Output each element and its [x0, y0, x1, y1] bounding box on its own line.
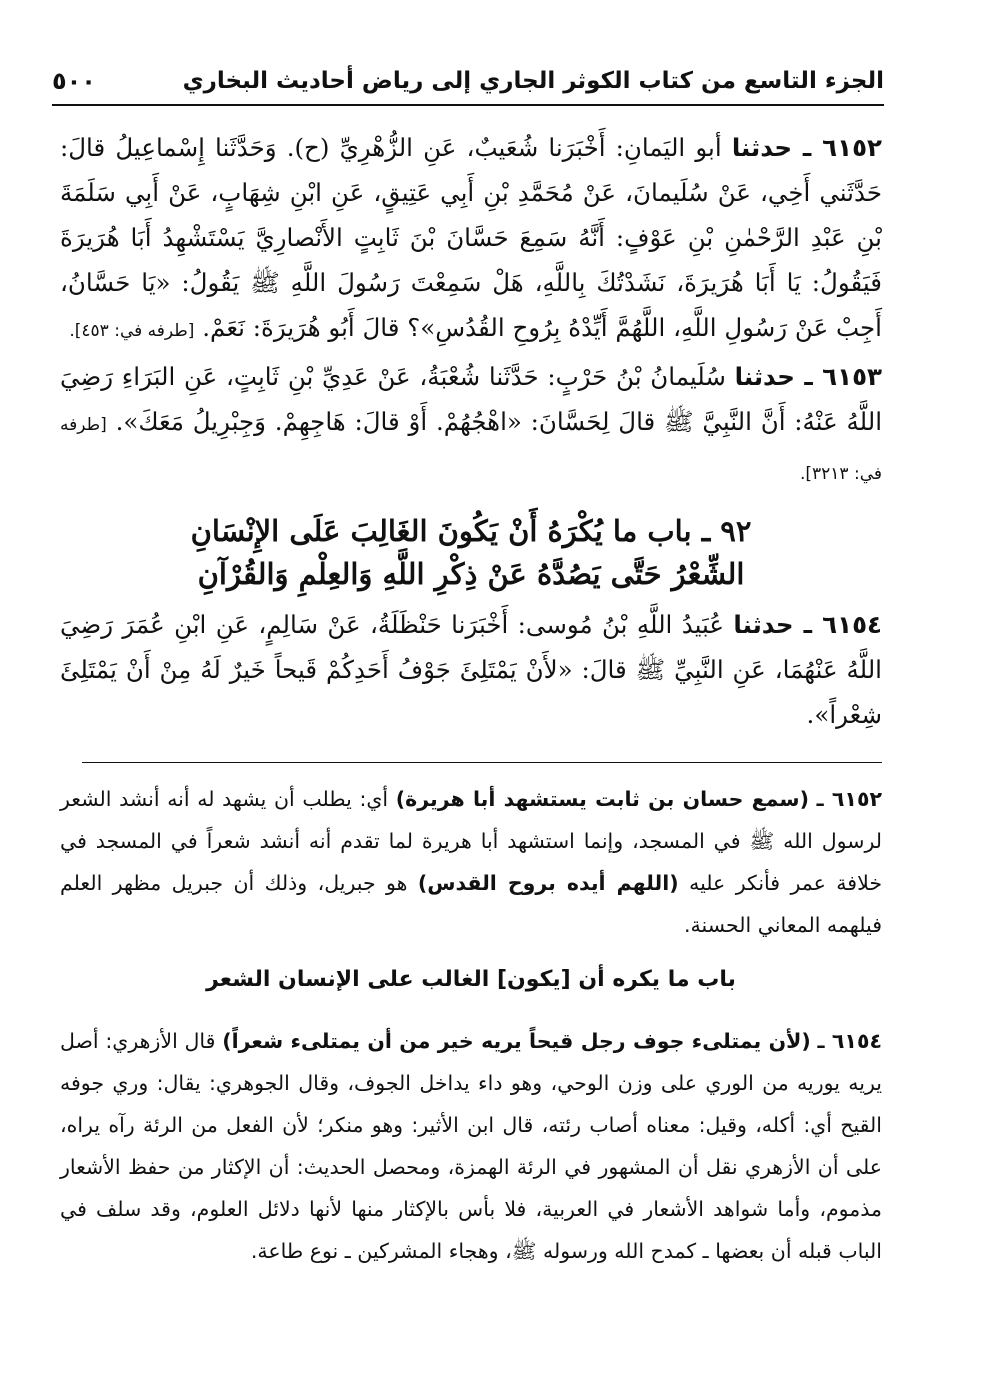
commentary-number: ٦١٥٢ ـ [816, 787, 882, 811]
chapter-heading-line-2: الشِّعْرُ حَتَّى يَصُدَّهُ عَنْ ذِكْرِ اللَّهِ وَالعِلْمِ وَالقُرْآنِ [197, 557, 745, 591]
commentary-chapter-heading: باب ما يكره أن [يكون] الغالب على الإنسان الشعر [206, 967, 736, 992]
commentary-text: هو جبريل، وذلك أن جبريل مظهر العلم فيلهمه المعاني الحسنة. [60, 871, 882, 937]
commentary-6152 [60, 778, 882, 946]
hadith-6153 [60, 354, 882, 497]
chapter-heading [60, 510, 882, 596]
chapter-heading-line-1: ٩٢ ـ باب ما يُكْرَهُ أَنْ يَكُونَ الغَالِبَ عَلَى الإِنْسَانِ [190, 514, 752, 548]
cross-reference: [طرفه في: ٤٥٣]. [69, 321, 195, 341]
commentary-quote: (اللهم أيده بروح القدس) [417, 871, 679, 895]
page-header [52, 58, 884, 106]
page-number: ٥٠٠ [52, 67, 96, 95]
running-title: الجزء التاسع من كتاب الكوثر الجاري إلى رياض أحاديث البخاري [182, 68, 884, 94]
hadith-6154 [60, 602, 882, 737]
commentary-text: أي: يطلب أن يشهد له أنه أنشد الشعر لرسول الله ﷺ في المسجد، وإنما استشهد أبا هريرة لما تقدم أنه أنشد شعراً في المسجد في خلافة عمر فأنكر عليه [60, 787, 882, 895]
hadith-6152-6153 [60, 125, 882, 497]
hadith-number: ٦١٥٢ ـ حدثنا [731, 133, 882, 162]
cross-reference: [طرفه في: ٣٢١٣]. [60, 415, 882, 484]
hadith-6152 [60, 125, 882, 354]
hadith-number: ٦١٥٤ ـ حدثنا [733, 610, 882, 639]
commentary-quote: (سمع حسان بن ثابت يستشهد أبا هريرة) [395, 787, 809, 811]
commentary-quote: (لأن يمتلىء جوف رجل قيحاً يريه خير من أن يمتلىء شعراً) [222, 1029, 811, 1053]
hadith-text: سُلَيمانُ بْنُ حَرْبٍ: حَدَّثَنا شُعْبَةُ، عَنْ عَدِيِّ بْنِ ثَابِتٍ، عَنِ البَرَاءِ رَضِيَ اللَّهُ عَنْهُ: أَنَّ النَّبِيَّ ﷺ قالَ لِحَسَّانَ: «اهْجُهُمْ. أَوْ قالَ: هَاجِهِمْ. وَجِبْرِيلُ مَعَكَ». [60, 362, 882, 436]
commentary-number: ٦١٥٤ ـ [817, 1029, 882, 1053]
commentary-text: قال الأزهري: أصل يريه يوريه من الوري على وزن الوحي، وهو داء يداخل الجوف، وقال الجوهري: يقال: وري جوفه القيح أي: أكله، وقيل: معناه أصاب رئته، قال ابن الأثير: وهو منكر؛ لأن الفعل من الرئة رآه يراه، على أن الأزهري نقل أن المشهور في الرئة الهمزة، ومحصل الحديث: أن الإكثار من حفظ الأشعار مذموم، وأما شواهد الأشعار في العربية، فلا بأس بالإكثار منها لأنها دلائل العلوم، وقد سلف في الباب قبله أن بعضها ـ كمدح الله ورسوله ﷺ، وهجاء المشركين ـ نوع طاعة. [60, 1029, 882, 1263]
hadith-text: أبو اليَمانِ: أَخْبَرَنا شُعَيبٌ، عَنِ الزُّهْرِيِّ (ح). وَحَدَّثَنا إِسْماعِيلُ قالَ: حَدَّثَني أَخِي، عَنْ سُلَيمانَ، عَنْ مُحَمَّدِ بْنِ أَبِي عَتِيقٍ، عَنِ ابْنِ شِهَابٍ، عَنْ أَبِي سَلَمَةَ بْنِ عَبْدِ الرَّحْمٰنِ بْنِ عَوْفٍ: أَنَّهُ سَمِعَ حَسَّانَ بْنَ ثَابِتٍ الأَنْصارِيَّ يَسْتَشْهِدُ أَبَا هُرَيرَةَ فَيَقُولُ: يَا أَبَا هُرَيرَةَ، نَشَدْتُكَ بِاللَّهِ، هَلْ سَمِعْتَ رَسُولَ اللَّهِ ﷺ يَقُولُ: «يَا حَسَّانُ، أَجِبْ عَنْ رَسُولِ اللَّهِ، اللَّهُمَّ أَيِّدْهُ بِرُوحِ القُدُسِ»؟ قالَ أَبُو هُرَيرَةَ: نَعَمْ. [60, 133, 882, 342]
footnote-separator [82, 762, 882, 763]
hadith-number: ٦١٥٣ ـ حدثنا [734, 362, 882, 391]
commentary-6154 [60, 1020, 882, 1272]
hadith-text: عُبَيدُ اللَّهِ بْنُ مُوسى: أَخْبَرَنا حَنْظَلَةُ، عَنْ سَالِمٍ، عَنِ ابْنِ عُمَرَ رَضِيَ اللَّهُ عَنْهُمَا، عَنِ النَّبِيِّ ﷺ قالَ: «لأَنْ يَمْتَلِئَ جَوْفُ أَحَدِكُمْ قَيحاً خَيرٌ لَهُ مِنْ أَنْ يَمْتَلِئَ شِعْراً». [60, 610, 882, 729]
